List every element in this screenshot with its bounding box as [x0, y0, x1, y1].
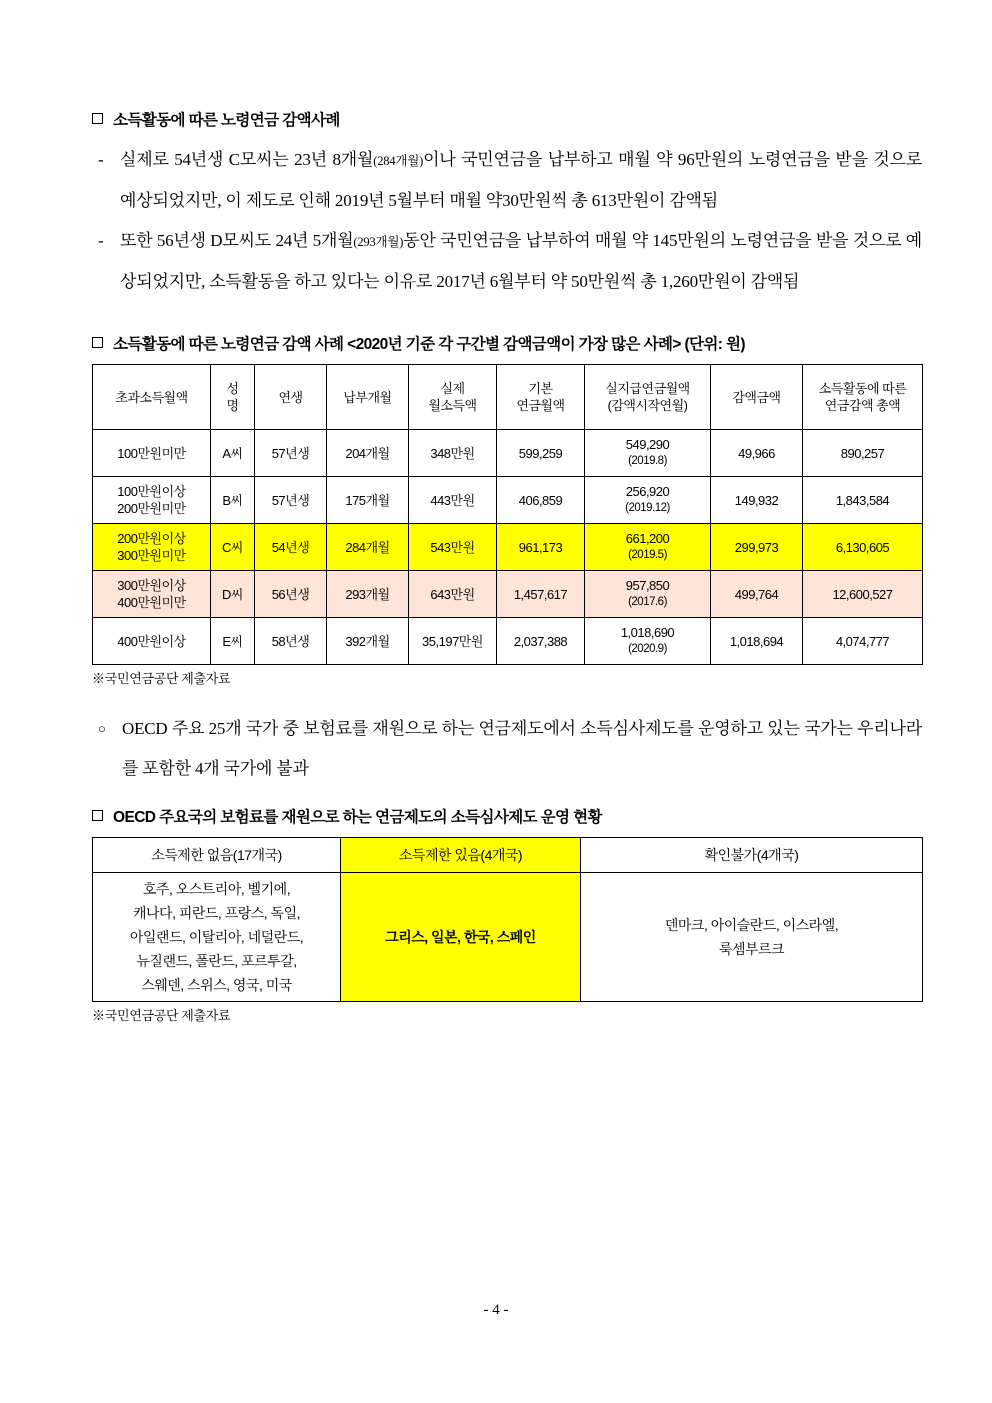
table2-cell: 그리스, 일본, 한국, 스페인: [341, 873, 581, 1002]
cell-total-reduction: 890,257: [803, 430, 923, 477]
table1-source: ※국민연금공단 제출자료: [92, 671, 231, 686]
cell-basic-pension: 406,859: [497, 477, 585, 524]
section1-items: [92, 140, 922, 302]
table1-col-header: 납부개월: [327, 365, 409, 430]
cell-name: A씨: [211, 430, 255, 477]
table2-cell: 호주, 오스트리아, 벨기에, 캐나다, 피란드, 프랑스, 독일, 아일랜드, 이탈리아, 네덜란드, 뉴질랜드, 폴란드, 포르투갈, 스웨덴, 스위스, 영국, 미국: [93, 873, 341, 1002]
cell-paid-months: 284개월: [327, 524, 409, 571]
cell-total-reduction: 12,600,527: [803, 571, 923, 618]
section2-text: OECD 주요 25개 국가 중 보험료를 재원으로 하는 연금제도에서 소득심사제도를 운영하고 있는 국가는 우리나라를 포함한 4개 국가에 불과: [122, 719, 922, 778]
cell-reduction-amount: 49,966: [711, 430, 803, 477]
actual-pension-amount: 957,850: [625, 578, 670, 593]
actual-pension-amount: 1,018,690: [620, 625, 675, 640]
table2-body-row: [93, 873, 923, 1002]
dash-paragraph-text: [120, 221, 922, 302]
cell-income-bracket: 100만원미만: [93, 430, 211, 477]
reduction-start-date: (2020.9): [628, 643, 667, 655]
cell-birth-year: 57년생: [255, 477, 327, 524]
table1-heading-text: 소득활동에 따른 노령연금 감액 사례 <2020년 기준 각 구간별 감액금액이 가장 많은 사례> (단위: 원): [113, 336, 745, 353]
table-row: [93, 618, 923, 665]
cell-actual-pension: [585, 618, 711, 665]
cell-monthly-income: 443만원: [409, 477, 497, 524]
cell-name: E씨: [211, 618, 255, 665]
actual-pension-amount: 256,920: [625, 484, 670, 499]
section1-heading-text: 소득활동에 따른 노령연금 감액사례: [113, 112, 340, 129]
table-row: [93, 477, 923, 524]
dash-bullet-icon: -: [98, 231, 104, 250]
reduction-start-date: (2019.12): [625, 502, 670, 514]
table2-heading: [92, 805, 922, 827]
cell-name: C씨: [211, 524, 255, 571]
table-row: [93, 524, 923, 571]
page-content: [92, 108, 922, 1024]
circle-bullet-icon: ○: [98, 721, 106, 736]
cell-paid-months: 293개월: [327, 571, 409, 618]
table2-heading-text: OECD 주요국의 보험료를 재원으로 하는 연금제도의 소득심사제도 운영 현황: [113, 809, 602, 826]
cell-actual-pension: [585, 571, 711, 618]
table1-col-header: 실지급연금월액 (감액시작연월): [585, 365, 711, 430]
cell-basic-pension: 1,457,617: [497, 571, 585, 618]
table1-col-header: 연생: [255, 365, 327, 430]
cell-income-bracket: 200만원이상 300만원미만: [93, 524, 211, 571]
reduction-start-date: (2019.8): [628, 455, 667, 467]
oecd-income-test-table: [92, 837, 923, 1002]
paragraph-segment: 동안 국민연금을 납부하여 매월 약 145만원의 노령연금을 받을 것으로 예상되었지만, 소득활동을 하고 있다는 이유로 2017년 6월부터 약 50만원씩 총 1,260만원이 감액됨: [120, 231, 922, 291]
section1-heading: [92, 108, 922, 130]
cell-actual-pension: [585, 430, 711, 477]
table1-col-header: 기본 연금월액: [497, 365, 585, 430]
table2-header-row: [93, 838, 923, 873]
cell-monthly-income: 348만원: [409, 430, 497, 477]
square-bullet-icon: [92, 113, 103, 124]
table2-col-header: 소득제한 있음(4개국): [341, 838, 581, 873]
table2-source: ※국민연금공단 제출자료: [92, 1008, 231, 1023]
cell-basic-pension: 2,037,388: [497, 618, 585, 665]
section2-paragraph: [98, 709, 922, 789]
table1-heading: [92, 332, 922, 354]
cell-income-bracket: 300만원이상 400만원미만: [93, 571, 211, 618]
cell-paid-months: 392개월: [327, 618, 409, 665]
table1-col-header: 소득활동에 따른 연금감액 총액: [803, 365, 923, 430]
actual-pension-amount: 661,200: [625, 531, 670, 546]
dash-paragraph: [98, 221, 922, 302]
table1-body: [93, 430, 923, 665]
reduction-start-date: (2019.5): [628, 549, 667, 561]
cell-actual-pension: [585, 477, 711, 524]
cell-reduction-amount: 1,018,694: [711, 618, 803, 665]
reduction-start-date: (2017.6): [628, 596, 667, 608]
cell-monthly-income: 543만원: [409, 524, 497, 571]
table1-col-header: 실제 월소득액: [409, 365, 497, 430]
cell-reduction-amount: 149,932: [711, 477, 803, 524]
pension-reduction-table: [92, 364, 923, 665]
table1-col-header: 성 명: [211, 365, 255, 430]
table1-col-header: 초과소득월액: [93, 365, 211, 430]
table-row: [93, 571, 923, 618]
paragraph-segment: (284개월): [373, 154, 424, 168]
table2-col-header: 확인불가(4개국): [581, 838, 923, 873]
dash-paragraph-text: [120, 140, 922, 221]
square-bullet-icon: [92, 810, 103, 821]
paragraph-segment: (293개월): [353, 235, 404, 249]
cell-total-reduction: 4,074,777: [803, 618, 923, 665]
page-number: - 4 -: [483, 1302, 509, 1318]
cell-paid-months: 204개월: [327, 430, 409, 477]
paragraph-segment: 또한 56년생 D모씨도 24년 5개월: [120, 231, 354, 250]
cell-monthly-income: 35,197만원: [409, 618, 497, 665]
cell-reduction-amount: 299,973: [711, 524, 803, 571]
cell-monthly-income: 643만원: [409, 571, 497, 618]
table1-col-header: 감액금액: [711, 365, 803, 430]
dash-bullet-icon: -: [98, 150, 104, 169]
actual-pension-amount: 549,290: [625, 437, 670, 452]
dash-paragraph: [98, 140, 922, 221]
cell-name: D씨: [211, 571, 255, 618]
cell-reduction-amount: 499,764: [711, 571, 803, 618]
table-row: [93, 430, 923, 477]
cell-basic-pension: 961,173: [497, 524, 585, 571]
cell-total-reduction: 1,843,584: [803, 477, 923, 524]
table1-header-row: [93, 365, 923, 430]
cell-birth-year: 54년생: [255, 524, 327, 571]
cell-total-reduction: 6,130,605: [803, 524, 923, 571]
cell-name: B씨: [211, 477, 255, 524]
cell-income-bracket: 400만원이상: [93, 618, 211, 665]
table2-col-header: 소득제한 없음(17개국): [93, 838, 341, 873]
cell-basic-pension: 599,259: [497, 430, 585, 477]
cell-paid-months: 175개월: [327, 477, 409, 524]
cell-actual-pension: [585, 524, 711, 571]
paragraph-segment: 이나 국민연금을 납부하고 매월 약 96만원의 노령연금을 받을 것으로 예상되었지만, 이 제도로 인해 2019년 5월부터 매월 약30만원씩 총 613만원이 감액됨: [120, 150, 922, 210]
cell-income-bracket: 100만원이상 200만원미만: [93, 477, 211, 524]
paragraph-segment: 실제로 54년생 C모씨는 23년 8개월: [120, 150, 374, 169]
cell-birth-year: 57년생: [255, 430, 327, 477]
square-bullet-icon: [92, 337, 103, 348]
cell-birth-year: 58년생: [255, 618, 327, 665]
cell-birth-year: 56년생: [255, 571, 327, 618]
table2-cell: 덴마크, 아이슬란드, 이스라엘, 룩셈부르크: [581, 873, 923, 1002]
